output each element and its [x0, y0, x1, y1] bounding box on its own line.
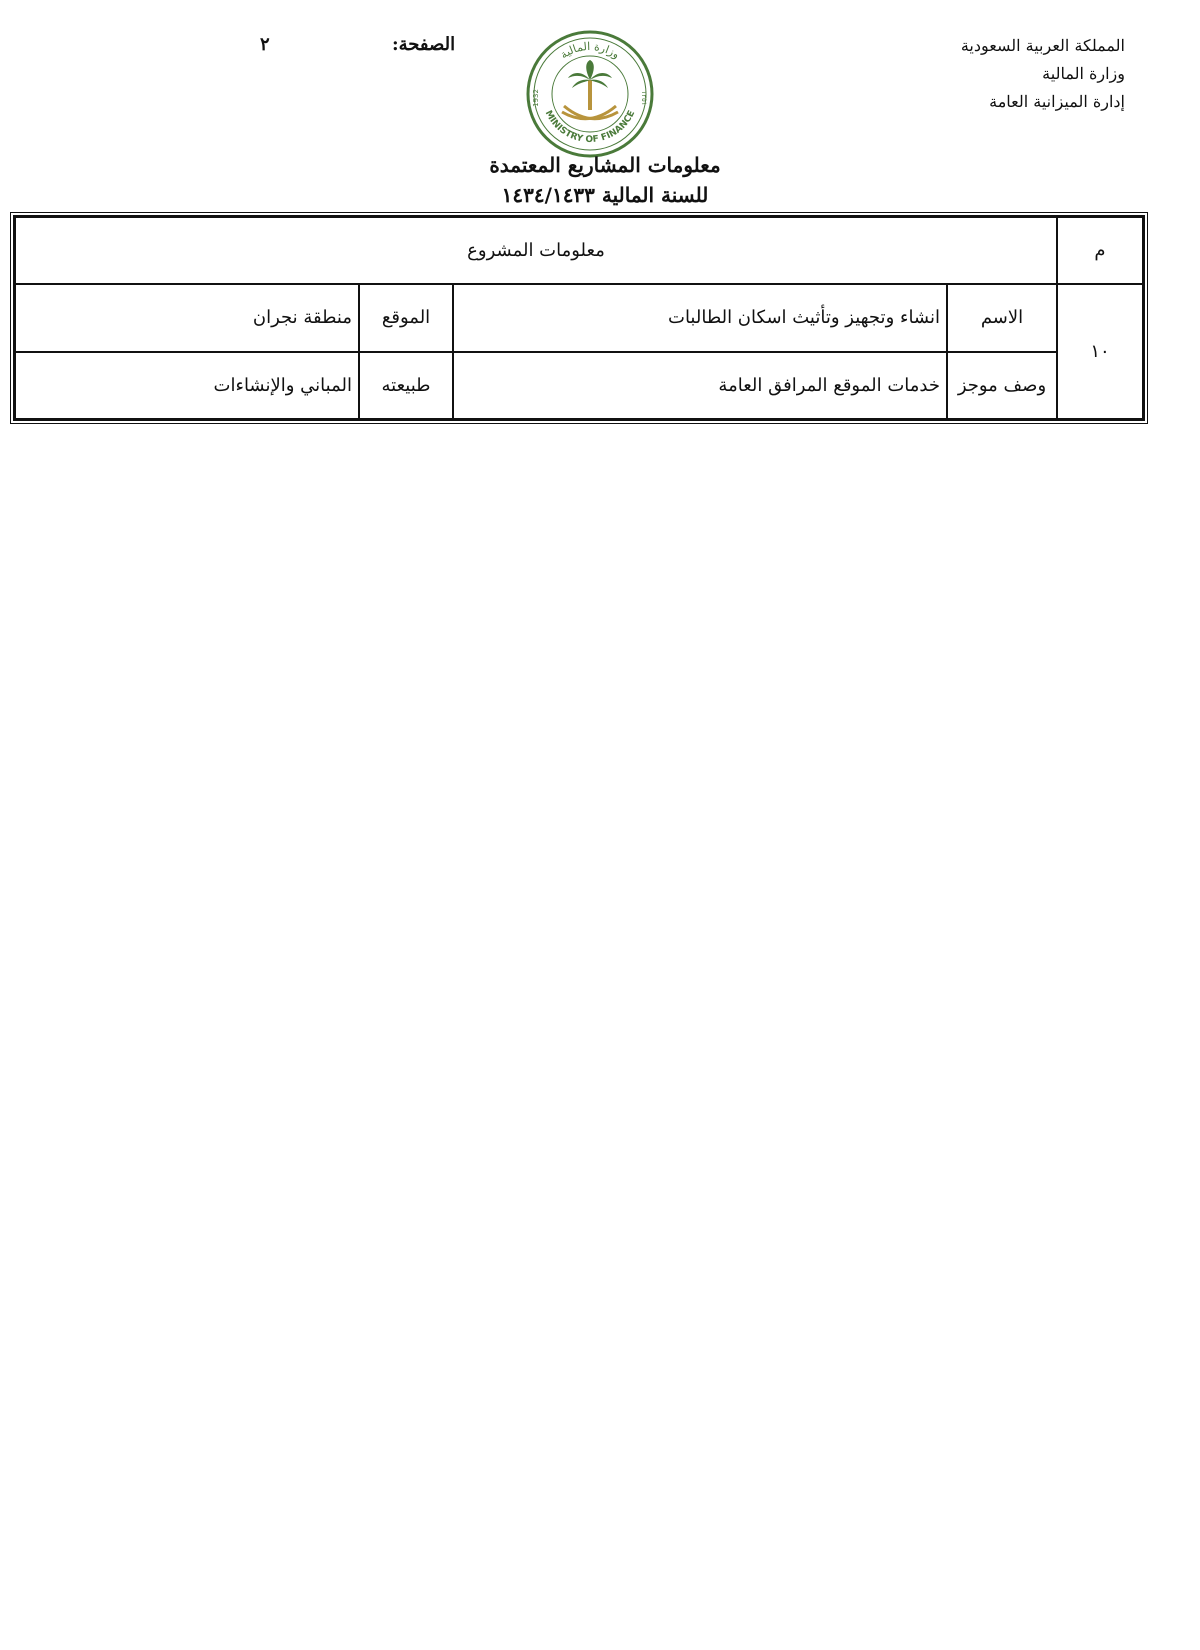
ministry-seal-logo	[524, 28, 656, 160]
table-row	[15, 284, 1143, 351]
svg-text:١٣٥١: ١٣٥١	[640, 90, 648, 106]
title-main: معلومات المشاريع المعتمدة	[489, 153, 721, 177]
project-info-table	[10, 212, 1148, 424]
svg-text:1932: 1932	[532, 89, 540, 107]
department-name: إدارة الميزانية العامة	[989, 92, 1125, 111]
nature-value-cell: المباني والإنشاءات	[15, 352, 359, 419]
nature-label-cell: طبيعته	[359, 352, 453, 419]
name-value-cell: انشاء وتجهيز وتأثيث اسكان الطالبات	[453, 284, 947, 351]
table-row	[15, 352, 1143, 419]
location-label-cell: الموقع	[359, 284, 453, 351]
page-number: ٢	[260, 34, 270, 55]
location-value-cell: منطقة نجران	[15, 284, 359, 351]
table-header-row	[15, 217, 1143, 284]
document-title	[0, 150, 1200, 210]
title-fiscal-year: للسنة المالية ١٤٣٤/١٤٣٣	[501, 183, 709, 207]
svg-text:MINISTRY OF FINANCE: MINISTRY OF FINANCE	[542, 109, 638, 146]
desc-label-cell: وصف موجز	[947, 352, 1057, 419]
header-info-cell: معلومات المشروع	[15, 217, 1057, 284]
ministry-header	[865, 32, 1125, 116]
ministry-name: وزارة المالية	[1042, 64, 1125, 83]
svg-text:وزارة المالية: وزارة المالية	[557, 39, 623, 62]
name-label-cell: الاسم	[947, 284, 1057, 351]
desc-value-cell: خدمات الموقع المرافق العامة	[453, 352, 947, 419]
kingdom-name: المملكة العربية السعودية	[960, 36, 1125, 55]
page-label: الصفحة:	[392, 34, 456, 55]
row-number-cell: ١٠	[1057, 284, 1143, 419]
header-num-cell: م	[1057, 217, 1143, 284]
